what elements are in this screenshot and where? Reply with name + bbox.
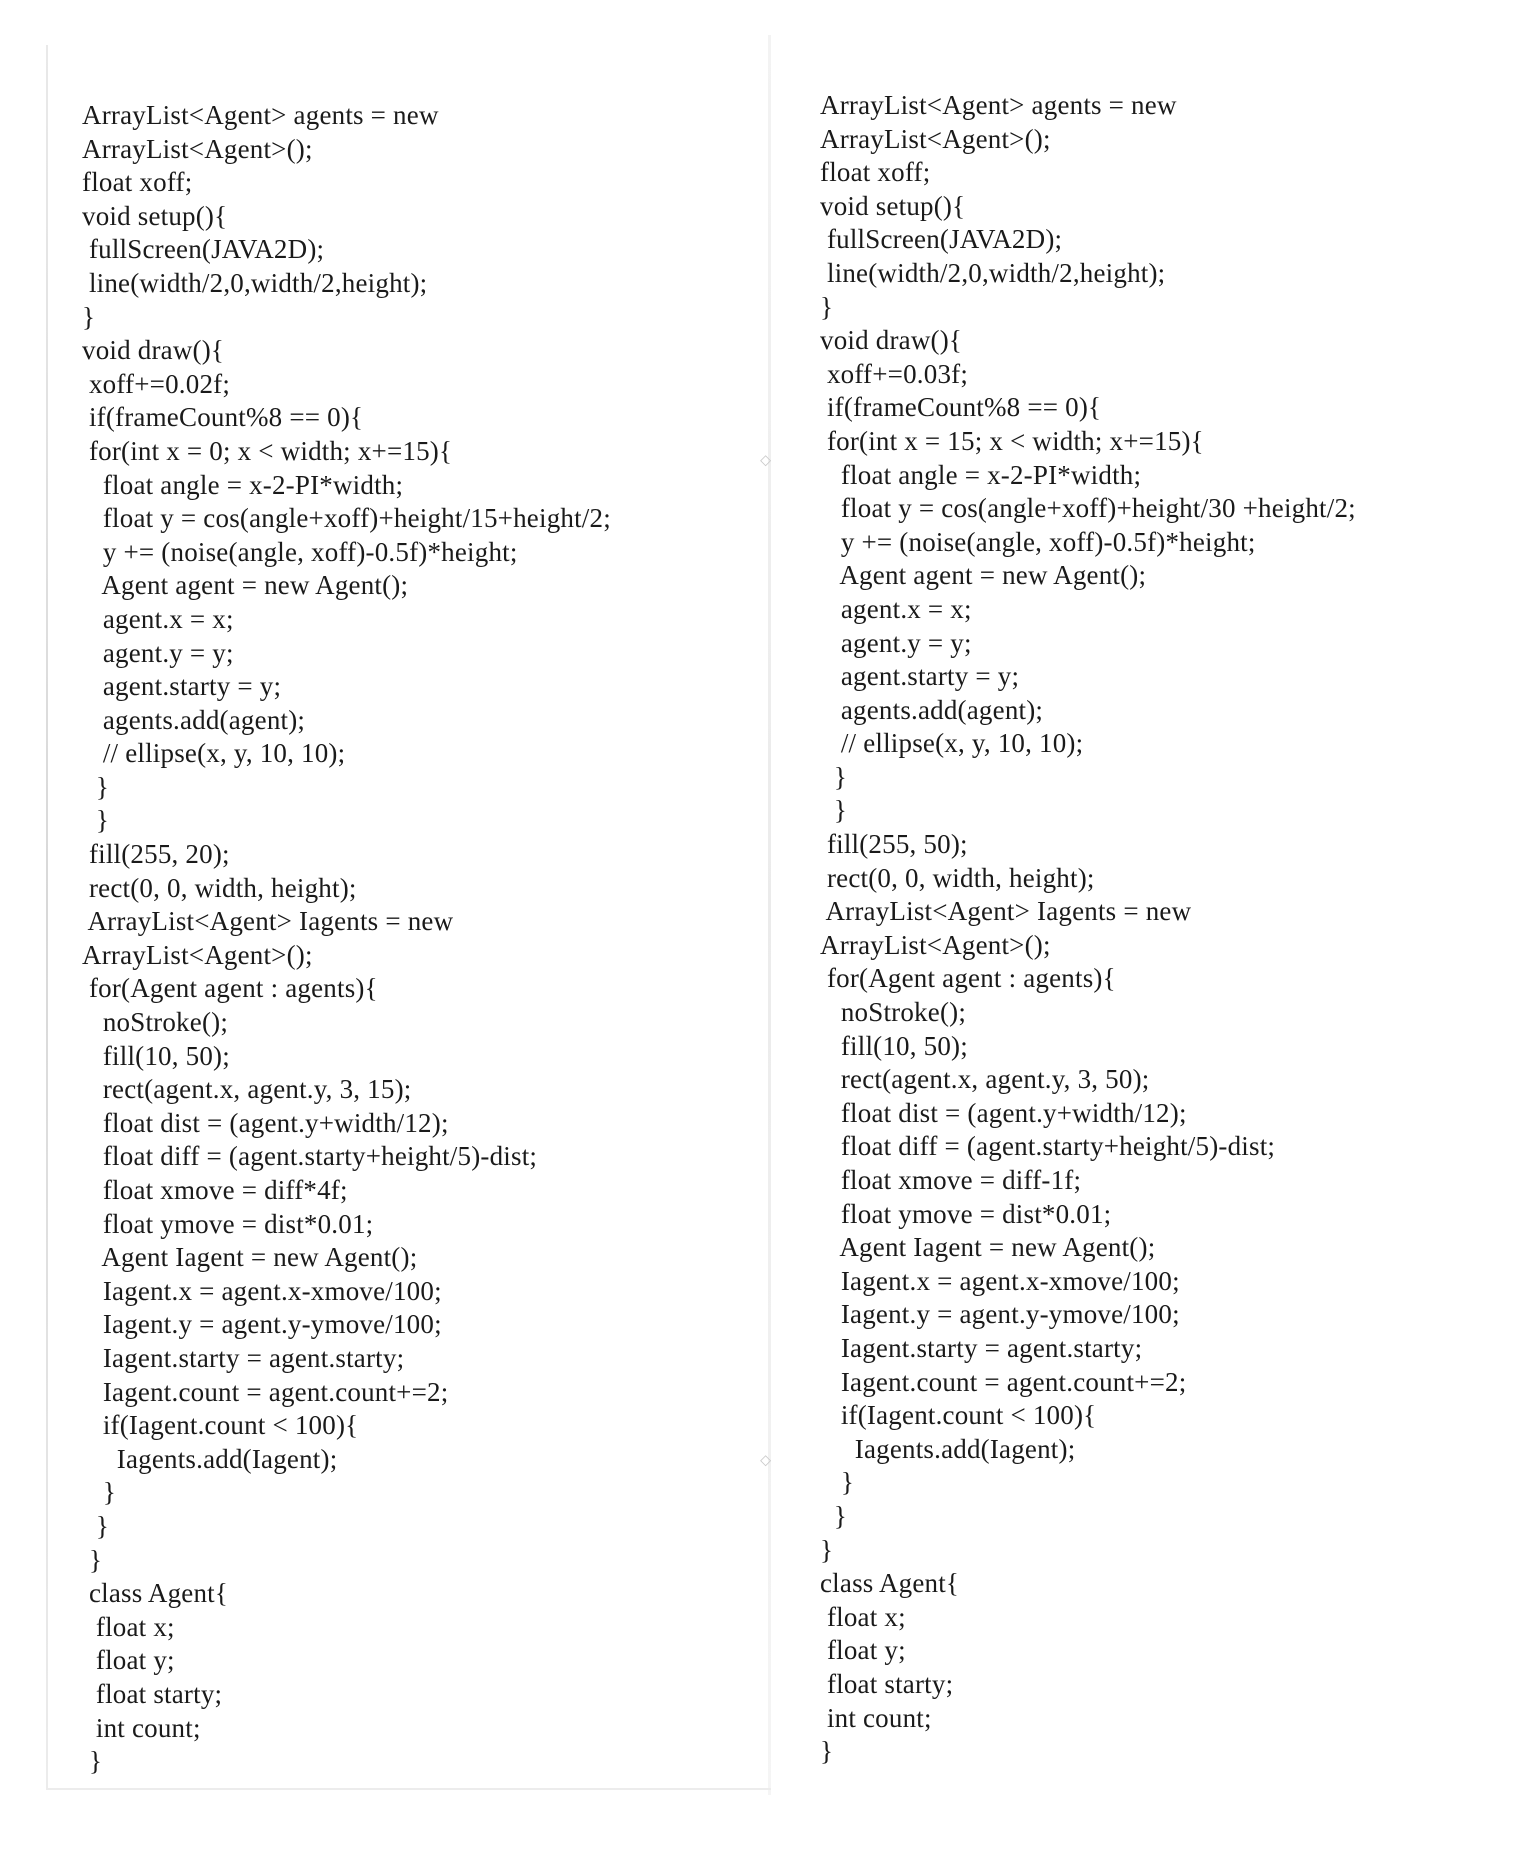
code-line: line(width/2,0,width/2,height); — [82, 267, 428, 298]
code-line: for(int x = 15; x < width; x+=15){ — [820, 425, 1204, 456]
scan-speck-mark: ⬦ — [760, 1450, 772, 1469]
code-line: ArrayList<Agent> Iagents = new — [82, 906, 454, 937]
code-line: agents.add(agent); — [820, 694, 1044, 725]
code-line: rect(0, 0, width, height); — [82, 872, 357, 903]
code-line: agent.y = y; — [820, 627, 972, 658]
code-line: } — [820, 1534, 834, 1565]
code-line: xoff+=0.03f; — [820, 358, 969, 389]
left-code-listing — [82, 99, 611, 1779]
code-line: } — [82, 1477, 117, 1508]
code-line: float xmove = diff-1f; — [820, 1165, 1082, 1195]
code-line: } — [820, 1500, 848, 1531]
code-line: ArrayList<Agent> Iagents = new — [820, 896, 1192, 927]
code-line: agent.y = y; — [82, 637, 234, 668]
right-code-listing — [820, 89, 1356, 1769]
code-line: Agent agent = new Agent(); — [82, 570, 409, 601]
code-line: fullScreen(JAVA2D); — [82, 234, 325, 265]
code-line: float dist = (agent.y+width/12); — [820, 1097, 1187, 1128]
code-line: if(frameCount%8 == 0){ — [820, 392, 1102, 423]
code-line: Iagents.add(Iagent); — [82, 1443, 338, 1474]
code-line: void draw(){ — [82, 335, 225, 366]
code-line: } — [820, 291, 834, 322]
code-line: for(Agent agent : agents){ — [820, 963, 1116, 994]
code-line: } — [820, 1736, 834, 1767]
code-line: void setup(){ — [820, 190, 966, 221]
scan-page-edge-bottom — [46, 1788, 771, 1790]
code-line: } — [82, 805, 110, 836]
code-line: float xmove = diff*4f; — [82, 1175, 348, 1205]
code-line: Iagent.count = agent.count+=2; — [82, 1376, 449, 1407]
code-line: Iagent.y = agent.y-ymove/100; — [82, 1309, 442, 1340]
code-line: float xoff; — [82, 167, 193, 198]
code-line: } — [82, 301, 96, 332]
code-line: if(Iagent.count < 100){ — [82, 1410, 359, 1441]
code-line: float y = cos(angle+xoff)+height/30 +height/2; — [820, 493, 1356, 524]
code-line: float angle = x-2-PI*width; — [82, 469, 404, 500]
code-line: } — [820, 761, 848, 792]
code-line: Agent agent = new Agent(); — [820, 560, 1147, 591]
code-line: agent.starty = y; — [820, 661, 1020, 692]
code-line: void draw(){ — [820, 325, 963, 356]
code-line: agent.x = x; — [82, 603, 234, 634]
scan-page-edge-left — [46, 45, 48, 1790]
code-line: class Agent{ — [82, 1578, 229, 1609]
code-line: agent.x = x; — [820, 593, 972, 624]
scan-speck-mark: ⬦ — [760, 450, 772, 469]
code-line: rect(agent.x, agent.y, 3, 50); — [820, 1064, 1150, 1095]
code-line: rect(agent.x, agent.y, 3, 15); — [82, 1074, 412, 1105]
code-line: float diff = (agent.starty+height/5)-dist; — [820, 1131, 1276, 1162]
code-line: for(int x = 0; x < width; x+=15){ — [82, 435, 453, 466]
code-line: float xoff; — [820, 157, 931, 188]
code-line: } — [820, 795, 848, 826]
code-line: fill(255, 20); — [82, 839, 230, 870]
code-line: if(Iagent.count < 100){ — [820, 1400, 1097, 1431]
code-line: Agent Iagent = new Agent(); — [82, 1242, 418, 1273]
code-line: } — [82, 1746, 103, 1777]
code-line: fullScreen(JAVA2D); — [820, 224, 1063, 255]
scan-page-fold — [768, 35, 771, 1795]
code-line: float y; — [82, 1645, 175, 1676]
code-line: noStroke(); — [820, 997, 967, 1028]
code-line: for(Agent agent : agents){ — [82, 973, 378, 1004]
code-line: y += (noise(angle, xoff)-0.5f)*height; — [82, 536, 518, 567]
code-line: agent.starty = y; — [82, 671, 282, 702]
code-line: y += (noise(angle, xoff)-0.5f)*height; — [820, 526, 1256, 557]
code-line: float x; — [82, 1611, 175, 1642]
code-line: float diff = (agent.starty+height/5)-dist; — [82, 1141, 538, 1172]
code-line: float dist = (agent.y+width/12); — [82, 1107, 449, 1138]
code-line: rect(0, 0, width, height); — [820, 862, 1095, 893]
code-line: int count; — [820, 1702, 932, 1733]
code-line: agents.add(agent); — [82, 704, 306, 735]
code-line: Iagents.add(Iagent); — [820, 1433, 1076, 1464]
code-line: ArrayList<Agent> agents = new — [82, 100, 439, 130]
code-line: if(frameCount%8 == 0){ — [82, 402, 364, 433]
code-line: fill(10, 50); — [82, 1040, 230, 1071]
code-line: Iagent.x = agent.x-xmove/100; — [820, 1265, 1180, 1296]
code-line: line(width/2,0,width/2,height); — [820, 257, 1166, 288]
code-line: ArrayList<Agent> agents = new — [820, 90, 1177, 120]
code-line: Iagent.starty = agent.starty; — [820, 1332, 1143, 1363]
code-line: class Agent{ — [820, 1568, 960, 1599]
code-line: fill(255, 50); — [820, 829, 968, 860]
code-line: ArrayList<Agent>(); — [82, 133, 313, 164]
code-line: float angle = x-2-PI*width; — [820, 459, 1142, 490]
code-line: float starty; — [82, 1678, 223, 1709]
code-line: Iagent.x = agent.x-xmove/100; — [82, 1275, 442, 1306]
code-line: Agent Iagent = new Agent(); — [820, 1232, 1156, 1263]
code-line: } — [82, 771, 110, 802]
code-line: float y; — [820, 1635, 906, 1666]
code-line: float y = cos(angle+xoff)+height/15+height/2; — [82, 503, 611, 534]
code-line: int count; — [82, 1712, 201, 1743]
code-line: Iagent.count = agent.count+=2; — [820, 1366, 1187, 1397]
code-line: void setup(){ — [82, 200, 228, 231]
code-line: float ymove = dist*0.01; — [820, 1198, 1112, 1229]
code-line: ArrayList<Agent>(); — [820, 929, 1051, 960]
code-line: } — [82, 1544, 103, 1575]
code-line: float starty; — [820, 1668, 954, 1699]
code-line: Iagent.y = agent.y-ymove/100; — [820, 1299, 1180, 1330]
code-line: xoff+=0.02f; — [82, 368, 231, 399]
code-line: ArrayList<Agent>(); — [820, 123, 1051, 154]
code-line: // ellipse(x, y, 10, 10); — [820, 728, 1084, 759]
code-line: } — [820, 1467, 855, 1498]
code-line: float x; — [820, 1601, 906, 1632]
code-line: float ymove = dist*0.01; — [82, 1208, 374, 1239]
code-line: noStroke(); — [82, 1007, 229, 1038]
code-line: Iagent.starty = agent.starty; — [82, 1342, 405, 1373]
code-line: ArrayList<Agent>(); — [82, 939, 313, 970]
code-line: } — [82, 1510, 110, 1541]
code-line: fill(10, 50); — [820, 1030, 968, 1061]
code-line: // ellipse(x, y, 10, 10); — [82, 738, 346, 769]
